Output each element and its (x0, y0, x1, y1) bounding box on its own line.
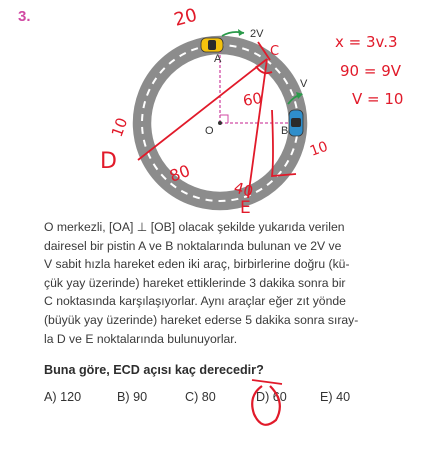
hw-letter-D: D (100, 149, 117, 174)
car-b-icon (289, 110, 303, 136)
problem-text (44, 218, 404, 348)
hw-arc-left: 10 (107, 115, 132, 140)
problem-line: O merkezli, [OA] ⊥ [OB] olacak şekilde yukarıda verilen (44, 220, 345, 234)
choice-c[interactable]: C) 80 (185, 390, 216, 404)
speed-B: V (300, 78, 308, 90)
problem-line: (büyük yay üzerinde) hareket ederse 5 dakika sonra sıray- (44, 312, 359, 327)
choice-e[interactable]: E) 40 (320, 390, 351, 404)
car-a-icon (201, 38, 223, 52)
hw-arc-top: 20 (171, 4, 200, 31)
hw-letter-E: E (240, 198, 251, 215)
choice-b[interactable]: B) 90 (117, 390, 148, 404)
hw-arc-right: 10 (307, 138, 331, 160)
label-O: O (205, 125, 214, 137)
hw-arc-bottom: 40 (231, 178, 256, 201)
hw-note-1: x = 3v.3 (335, 33, 398, 51)
hw-note-2: 90 = 9V (340, 62, 401, 80)
arrow-a-head-icon (238, 29, 244, 36)
hw-note-3: V = 10 (352, 90, 404, 108)
problem-line: dairesel bir pistin A ve B noktalarında bulunan ve 2V ve (44, 238, 342, 253)
center-point (218, 121, 222, 125)
label-B: B (281, 125, 289, 137)
hw-arc-bottom-left: 80 (166, 160, 193, 186)
question-text: Buna göre, ECD açısı kaç derecedir? (44, 363, 264, 377)
problem-line: V sabit hızla hareket eden iki araç, birbirlerine doğru (kü- (44, 257, 350, 272)
hw-angle-top: 60 (241, 88, 264, 110)
question-number: 3. (18, 8, 31, 25)
choice-d[interactable]: D) 60 (256, 390, 287, 404)
hw-letter-C: C (270, 44, 280, 59)
label-A: A (214, 53, 222, 65)
problem-line: C noktasında karşılaşıyorlar. Aynı araçlar eğer zıt yönde (44, 294, 346, 309)
problem-line: la D ve E noktalarında bulunuyorlar. (44, 331, 238, 346)
track-figure (0, 0, 431, 215)
problem-line: çük yay üzerinde) hareket ettiklerinde 3 dakika sonra bir (44, 275, 346, 290)
choice-a[interactable]: A) 120 (44, 390, 82, 404)
speed-A: 2V (250, 28, 264, 40)
